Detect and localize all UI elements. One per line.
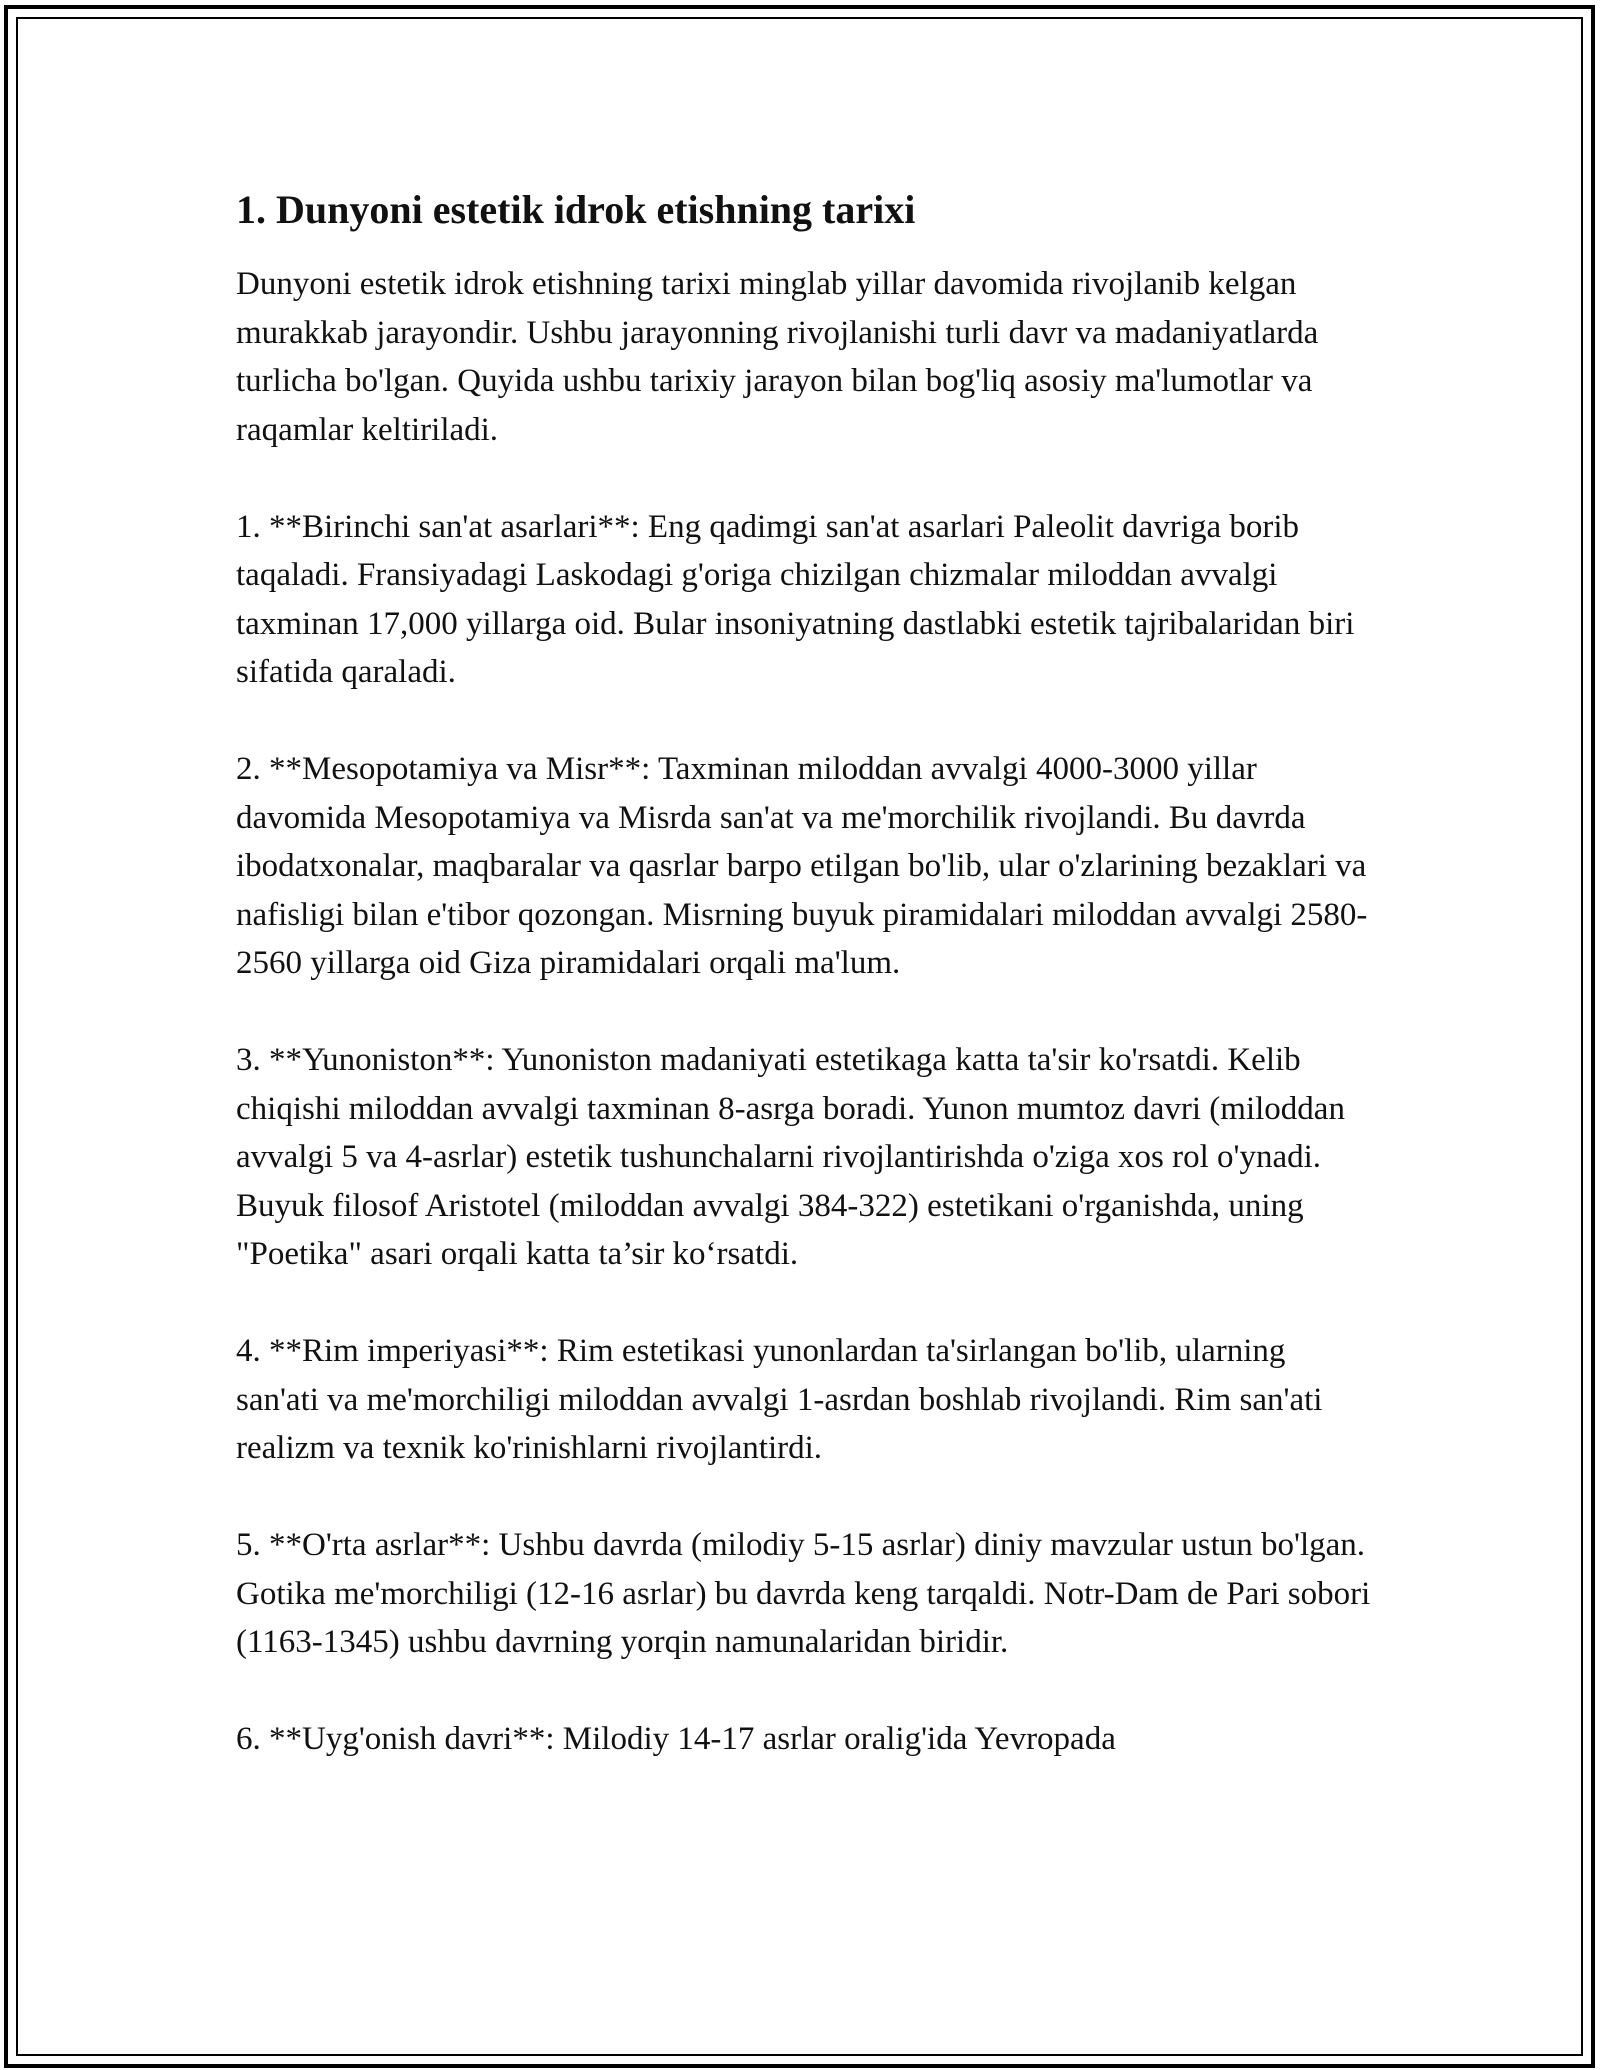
paragraph-greece: 3. **Yunoniston**: Yunoniston madaniyati estetikaga katta ta'sir ko'rsatdi. Kelib chiqishi miloddan avvalgi taxminan 8-asrga boradi. Yunon mumtoz davri (miloddan avvalgi 5 va 4-asrlar) estetik tushunchalarni rivojlantirishda o'ziga xos rol o'ynadi. Buyuk filosof Aristotel (miloddan avvalgi 384-322) estetikani o'rganishda, uning "Poetika" asari orqali katta ta’sir ko‘rsatdi. <box>236 1042 1345 1272</box>
paragraph-roman-empire: 4. **Rim imperiyasi**: Rim estetikasi yunonlardan ta'sirlangan bo'lib, ularning san'ati va me'morchiligi miloddan avvalgi 1-asrdan boshlab rivojlandi. Rim san'ati realizm va texnik ko'rinishlarni rivojlantirdi. <box>236 1333 1323 1466</box>
paragraph-renaissance: 6. **Uyg'onish davri**: Milodiy 14-17 asrlar oralig'ida Yevropada <box>236 1721 1116 1757</box>
paragraph-mesopotamia-egypt: 2. **Mesopotamiya va Misr**: Taxminan miloddan avvalgi 4000-3000 yillar davomida Mesopotamiya va Misrda san'at va me'morchilik rivojlandi. Bu davrda ibodatxonalar, maqbaralar va qasrlar barpo etilgan bo'lib, ular o'zlarining bezaklari va nafisligi bilan e'tibor qozongan. Misrning buyuk piramidalari miloddan avvalgi 2580-2560 yillarga oid Giza piramidalari orqali ma'lum. <box>236 751 1368 981</box>
intro-paragraph: Dunyoni estetik idrok etishning tarixi minglab yillar davomida rivojlanib kelgan murakkab jarayondir. Ushbu jarayonning rivojlanishi turli davr va madaniyatlarda turlicha bo'lgan. Quyida ushbu tarixiy jarayon bilan bog'liq asosiy ma'lumotlar va raqamlar keltiriladi. <box>236 266 1319 448</box>
paragraph-middle-ages: 5. **O'rta asrlar**: Ushbu davrda (milodiy 5-15 asrlar) diniy mavzular ustun bo'lgan. Gotika me'morchiligi (12-16 asrlar) bu davrda keng tarqaldi. Notr-Dam de Pari sobori (1163-1345) ushbu davrning yorqin namunalaridan biridir. <box>236 1527 1371 1660</box>
paragraph-first-artworks: 1. **Birinchi san'at asarlari**: Eng qadimgi san'at asarlari Paleolit davriga borib taqaladi. Fransiyadagi Laskodagi g'origa chizilgan chizmalar miloddan avvalgi taxminan 17,000 yillarga oid. Bular insoniyatning dastlabki estetik tajribalaridan biri sifatida qaraladi. <box>236 508 1355 690</box>
section-heading: 1. Dunyoni estetik idrok etishning tarixi <box>236 187 916 232</box>
document-body <box>236 186 1371 1764</box>
